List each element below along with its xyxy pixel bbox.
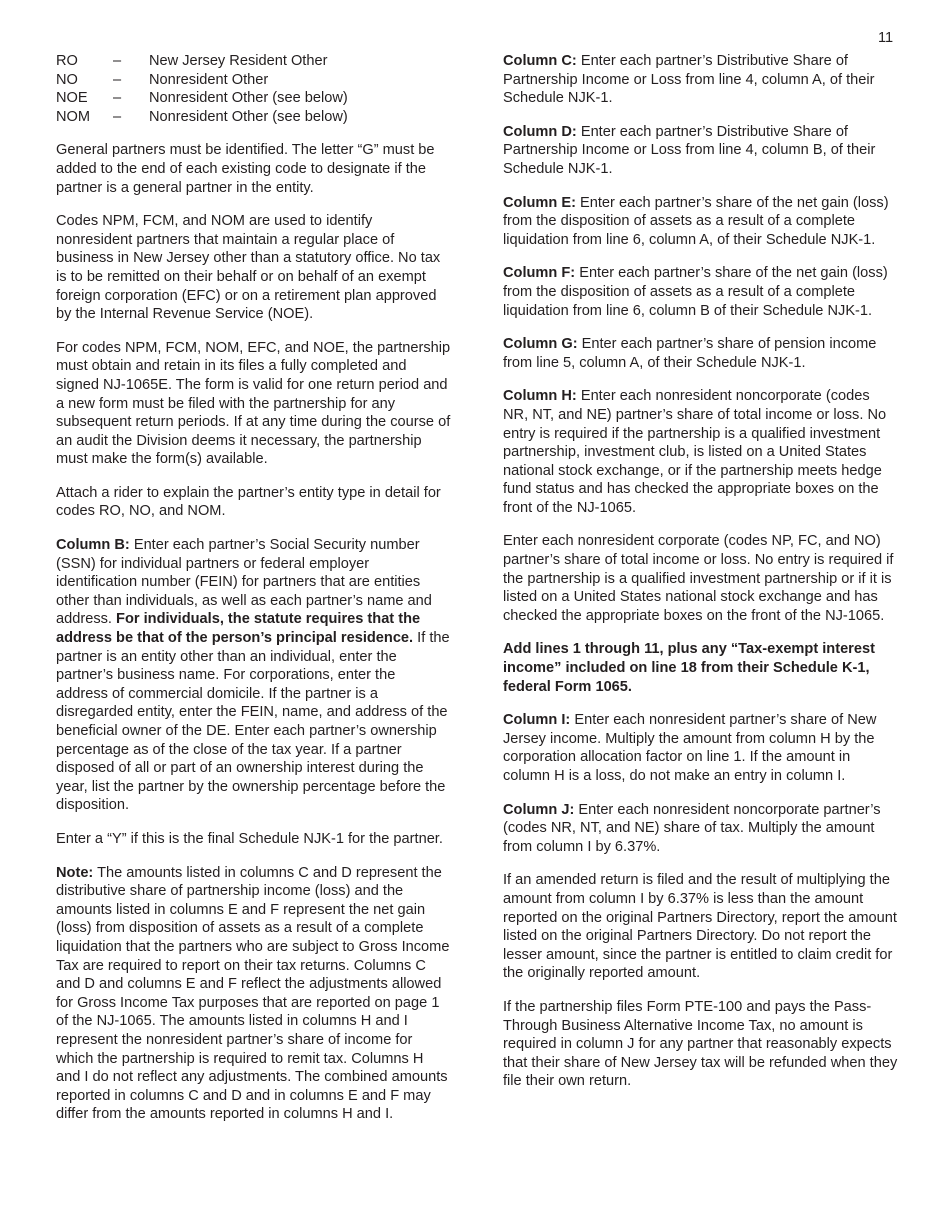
note-paragraph xyxy=(56,864,451,1124)
column-e-paragraph xyxy=(503,194,898,250)
column-c-text: Enter each partner’s Distributive Share of Partnership Income or Loss from line 4, column A, of their Schedule NJK-1. xyxy=(503,53,875,107)
column-g-label: Column G: xyxy=(503,336,578,353)
column-b-text: Enter each partner’s Social Security number (SSN) for individual partners or federal employer identification number (FEIN) for partners that are entities other than individuals, as well as each partner’s name and address. xyxy=(56,537,432,628)
amended-return-paragraph: If an amended return is filed and the result of multiplying the amount from column I by 6.37% is less than the amount reported on the original Partners Directory, report the amount listed on the original Partners Directory. Do not report the lesser amount, since the partner is entitled to claim credit for the originally reported amount. xyxy=(503,872,897,982)
add-lines-text: Add lines 1 through 11, plus any “Tax-exempt interest income” included on line 18 from their Schedule K-1, federal Form 1065. xyxy=(503,641,875,695)
code-row xyxy=(56,52,451,71)
add-lines-paragraph xyxy=(503,640,898,696)
code-row xyxy=(56,108,451,127)
right-column xyxy=(503,52,898,1106)
column-e-label: Column E: xyxy=(503,194,576,211)
code-abbr: RO xyxy=(56,53,78,69)
column-b-text-continued: If the partner is an entity other than an individual, enter the partner’s business name. For corporations, enter the address of commercial domicile. If the partner is a disregarded entity, enter the FEIN, name, and address of the beneficial owner of the DE. Enter each partner’s ownership percentage as of the close of the tax year. If a partner disposed of all or part of an ownership interest during the year, list the partner by the ownership percentage before the disposition. xyxy=(56,630,450,814)
code-dash: – xyxy=(113,71,122,88)
column-j-label: Column J: xyxy=(503,801,575,818)
column-h-paragraph xyxy=(503,387,898,517)
for-codes-paragraph: For codes NPM, FCM, NOM, EFC, and NOE, the partnership must obtain and retain in its files a fully completed and signed NJ-1065E. The form is valid for one return period and a new form must be filed with the partnership for any subsequent return periods. If at any time during the course of an audit the Division deems it necessary, the partnership must make the form(s) available. xyxy=(56,339,451,468)
code-dash: – xyxy=(113,108,122,125)
pte-100-paragraph: If the partnership files Form PTE-100 and pays the Pass-Through Business Alternative Income Tax, no amount is required in column J for any partner that reasonably expects that their share of New Jersey tax will be refunded when they file their own return. xyxy=(503,998,898,1090)
column-h-text: Enter each nonresident noncorporate (codes NR, NT, and NE) partner’s share of total income or loss. No entry is required if the partnership is a qualified investment partnership, investment club, is listed on a United States national stock exchange, or if the partnership meets hedge fund status and has checked the appropriate boxes on the front of the NJ-1065. xyxy=(503,388,887,516)
column-c-paragraph xyxy=(503,52,898,108)
column-f-text: Enter each partner’s share of the net gain (loss) from the disposition of assets as a result of a complete liquidation from line 6, column B of their Schedule NJK-1. xyxy=(503,265,888,319)
code-description: Nonresident Other (see below) xyxy=(149,90,348,107)
entity-code-list xyxy=(56,52,451,126)
column-i-paragraph xyxy=(503,711,898,785)
left-column xyxy=(56,52,451,1139)
code-description: Nonresident Other xyxy=(149,71,269,88)
column-e-text: Enter each partner’s share of the net gain (loss) from the disposition of assets as a result of a complete liquidation from line 6, column A, of their Schedule NJK-1. xyxy=(503,194,889,248)
column-d-text: Enter each partner’s Distributive Share of Partnership Income or Loss from line 4, column B, of their Schedule NJK-1. xyxy=(503,123,876,177)
column-b-paragraph xyxy=(56,536,451,815)
column-g-text: Enter each partner’s share of pension income from line 5, column A, of their Schedule NJK-1. xyxy=(503,336,877,371)
code-description: Nonresident Other (see below) xyxy=(149,108,348,125)
column-b-bold-text: For individuals, the statute requires that the address be that of the person’s principal residence. xyxy=(56,611,421,647)
code-dash: – xyxy=(113,53,122,69)
codes-npm-paragraph: Codes NPM, FCM, and NOM are used to identify nonresident partners that maintain a regular place of business in New Jersey other than a statutory office. No tax is to be remitted on their behalf or on behalf of an exempt foreign corporation (EFC) or on a retirement plan approved by the Internal Revenue Service (NOE). xyxy=(56,213,441,323)
column-j-text: Enter each nonresident noncorporate partner’s (codes NR, NT, and NE) share of tax. Multiply the amount from column I by 6.37%. xyxy=(503,801,881,855)
column-h-label: Column H: xyxy=(503,388,577,405)
code-abbr: NOE xyxy=(56,90,88,107)
note-text: The amounts listed in columns C and D represent the distributive share of partnership income (loss) and the amounts listed in columns E and F represent the net gain (loss) from disposition of assets as a result of a complete liquidation that the partners who are subject to Gross Income Tax are required to report on their tax returns. Columns C and D and columns E and F reflect the adjustments allowed for Gross Income Tax purposes that are reported on page 1 of the NJ-1065. The amounts listed in columns H and I represent the nonresident partner’s share of income for which the partnership is required to remit tax. Columns H and I do not reflect any adjustments. The combined amounts reported in columns C and D and in columns E and F may differ from the amounts reported in columns H and I. xyxy=(56,864,450,1123)
column-d-paragraph xyxy=(503,123,898,179)
nonresident-corporate-paragraph: Enter each nonresident corporate (codes NP, FC, and NO) partner’s share of total income or loss. No entry is required if the partnership is a qualified investment partnership or if it is listed on a United States national stock exchange and has checked the appropriate boxes on the front of the NJ-1065. xyxy=(503,533,894,624)
column-f-paragraph xyxy=(503,264,898,320)
code-abbr: NO xyxy=(56,71,78,88)
column-j-paragraph xyxy=(503,801,898,857)
column-i-label: Column I: xyxy=(503,712,571,729)
code-dash: – xyxy=(113,90,122,107)
column-g-paragraph xyxy=(503,335,898,372)
code-abbr: NOM xyxy=(56,108,91,125)
code-description: New Jersey Resident Other xyxy=(149,53,328,69)
column-i-text: Enter each nonresident partner’s share of New Jersey income. Multiply the amount from column H by the corporation allocation factor on line 1. If the amount in column H is a loss, do not make an entry in column I. xyxy=(503,712,877,784)
enter-y-paragraph: Enter a “Y” if this is the final Schedule NJK-1 for the partner. xyxy=(56,830,443,847)
column-b-label: Column B: xyxy=(56,537,130,554)
column-c-label: Column C: xyxy=(503,53,577,69)
general-partners-paragraph: General partners must be identified. The letter “G” must be added to the end of each existing code to designate if the partner is a general partner in the entity. xyxy=(56,142,435,196)
code-row xyxy=(56,71,451,90)
attach-rider-paragraph: Attach a rider to explain the partner’s entity type in detail for codes RO, NO, and NOM. xyxy=(56,484,441,520)
code-row xyxy=(56,89,451,108)
column-d-label: Column D: xyxy=(503,123,577,140)
note-label: Note: xyxy=(56,864,94,881)
page-number: 11 xyxy=(878,30,894,46)
column-f-label: Column F: xyxy=(503,265,576,282)
